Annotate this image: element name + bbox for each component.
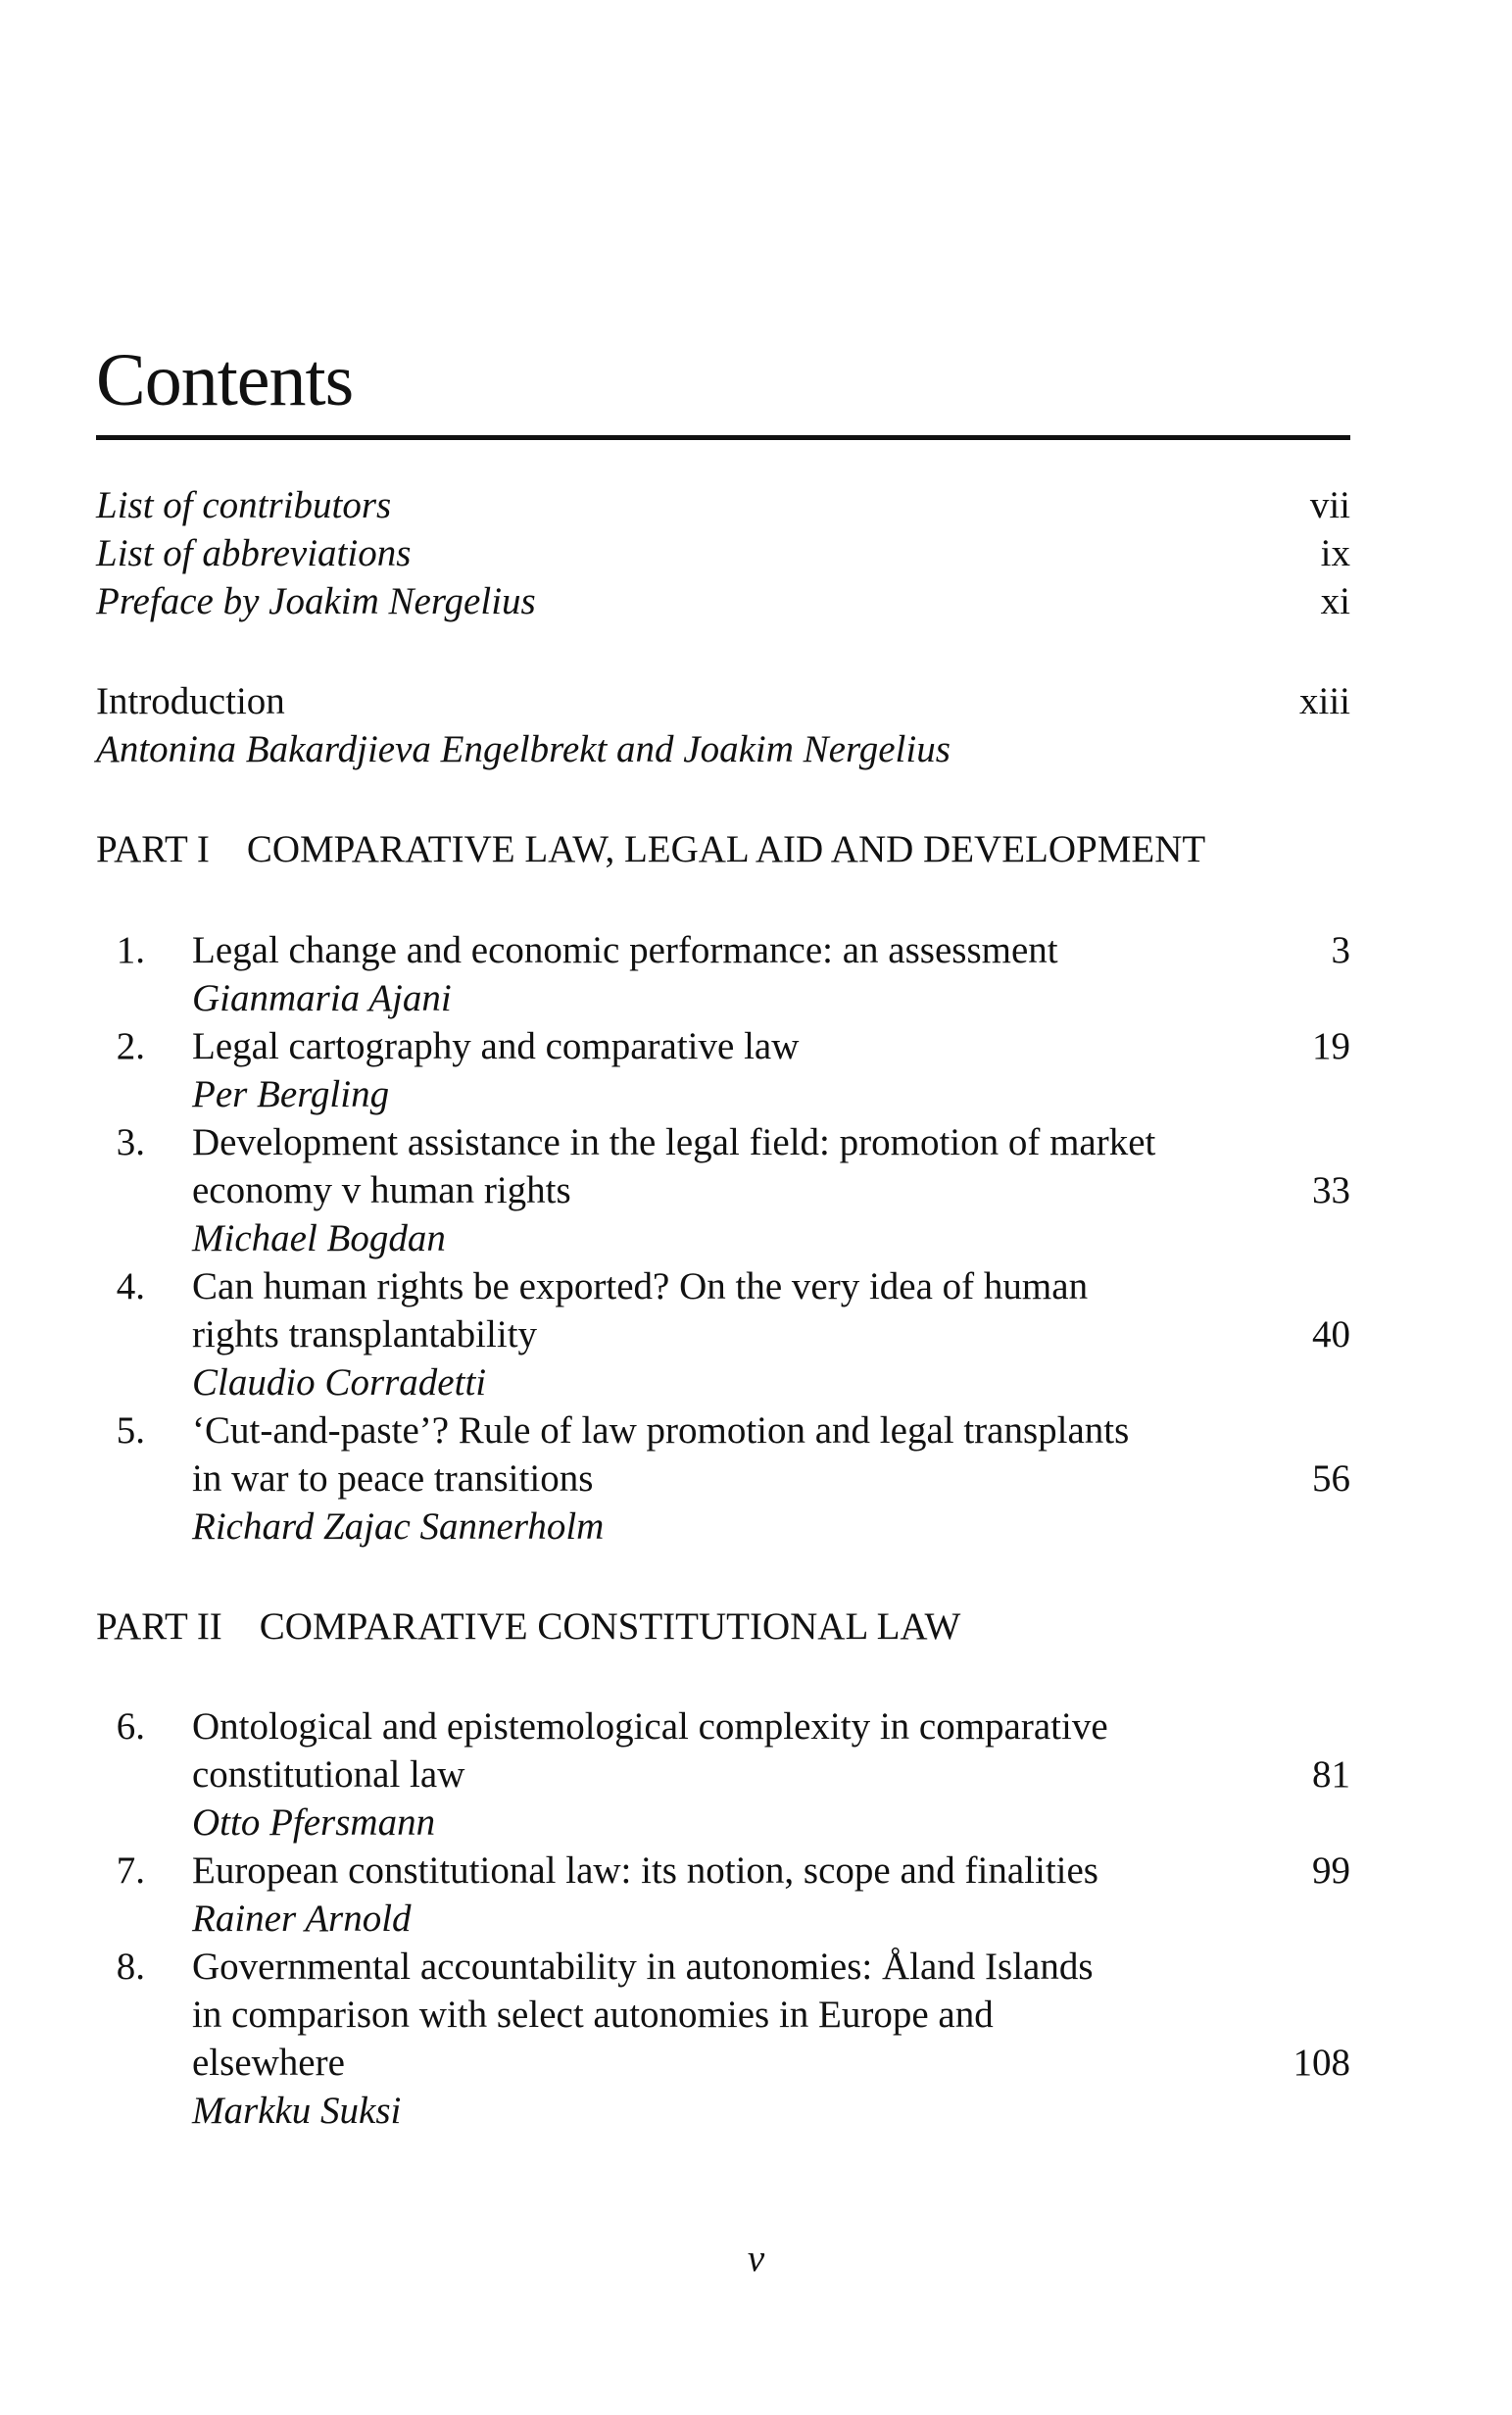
- part-2-heading: [96, 1607, 960, 1646]
- chapter-number: 5.: [116, 1409, 145, 1452]
- front-matter-title: List of abbreviations: [96, 532, 412, 574]
- chapter-page: 56: [1312, 1457, 1350, 1500]
- chapter-title: in war to peace transitions: [192, 1457, 594, 1500]
- chapter-author: Otto Pfersmann: [192, 1801, 436, 1844]
- chapter-title: Can human rights be exported? On the very idea of human: [192, 1265, 1089, 1307]
- chapter-number: 7.: [116, 1849, 145, 1892]
- chapter-page: 40: [1312, 1313, 1350, 1355]
- introduction-title: Introduction: [96, 680, 285, 722]
- chapter-author: Per Bergling: [192, 1073, 390, 1115]
- chapter-number: 4.: [116, 1265, 145, 1307]
- chapter-number: 8.: [116, 1946, 145, 1988]
- chapter-number: 6.: [116, 1705, 145, 1748]
- chapter-author: Richard Zajac Sannerholm: [192, 1505, 605, 1548]
- front-matter-page: vii: [1309, 484, 1350, 526]
- chapter-title: Ontological and epistemological complexity in comparative: [192, 1705, 1108, 1748]
- part-1-heading: [96, 830, 1205, 868]
- chapter-title: elsewhere: [192, 2042, 345, 2084]
- front-matter-title: Preface by Joakim Nergelius: [96, 580, 536, 622]
- chapter-page: 108: [1293, 2042, 1350, 2084]
- title-rule: [96, 435, 1350, 440]
- part-label: PART II: [96, 1605, 222, 1648]
- chapter-title: ‘Cut-and-paste’? Rule of law promotion and legal transplants: [192, 1409, 1130, 1452]
- chapter-page: 19: [1312, 1025, 1350, 1067]
- chapter-author: Gianmaria Ajani: [192, 977, 452, 1019]
- chapter-title: European constitutional law: its notion, scope and finalities: [192, 1849, 1098, 1892]
- chapter-author: Rainer Arnold: [192, 1898, 412, 1940]
- chapter-author: Michael Bogdan: [192, 1217, 446, 1259]
- part-title: COMPARATIVE CONSTITUTIONAL LAW: [259, 1605, 961, 1648]
- chapter-number: 2.: [116, 1025, 145, 1067]
- chapter-title: Legal cartography and comparative law: [192, 1025, 800, 1067]
- chapter-title: constitutional law: [192, 1753, 465, 1796]
- chapter-author: Claudio Corradetti: [192, 1361, 487, 1404]
- chapter-page: 33: [1312, 1169, 1350, 1211]
- chapter-title: in comparison with select autonomies in Europe and: [192, 1994, 994, 2036]
- chapter-title: economy v human rights: [192, 1169, 571, 1211]
- chapter-title: rights transplantability: [192, 1313, 538, 1355]
- introduction-page: xiii: [1298, 680, 1350, 722]
- front-matter-page: xi: [1320, 580, 1350, 622]
- front-matter-title: List of contributors: [96, 484, 392, 526]
- chapter-page: 3: [1331, 929, 1350, 971]
- front-matter-page: ix: [1320, 532, 1350, 574]
- chapter-author: Markku Suksi: [192, 2090, 402, 2132]
- chapter-title: Development assistance in the legal field: promotion of market: [192, 1121, 1156, 1163]
- part-title: COMPARATIVE LAW, LEGAL AID AND DEVELOPMENT: [246, 828, 1206, 870]
- chapter-title: Legal change and economic performance: an assessment: [192, 929, 1058, 971]
- page-number: v: [747, 2238, 765, 2280]
- chapter-number: 3.: [116, 1121, 145, 1163]
- page-title: Contents: [96, 339, 354, 421]
- part-label: PART I: [96, 828, 210, 870]
- chapter-page: 81: [1312, 1753, 1350, 1796]
- chapter-page: 99: [1312, 1849, 1350, 1892]
- chapter-number: 1.: [116, 929, 145, 971]
- chapter-title: Governmental accountability in autonomies: Åland Islands: [192, 1946, 1094, 1988]
- introduction-authors: Antonina Bakardjieva Engelbrekt and Joakim Nergelius: [96, 728, 951, 770]
